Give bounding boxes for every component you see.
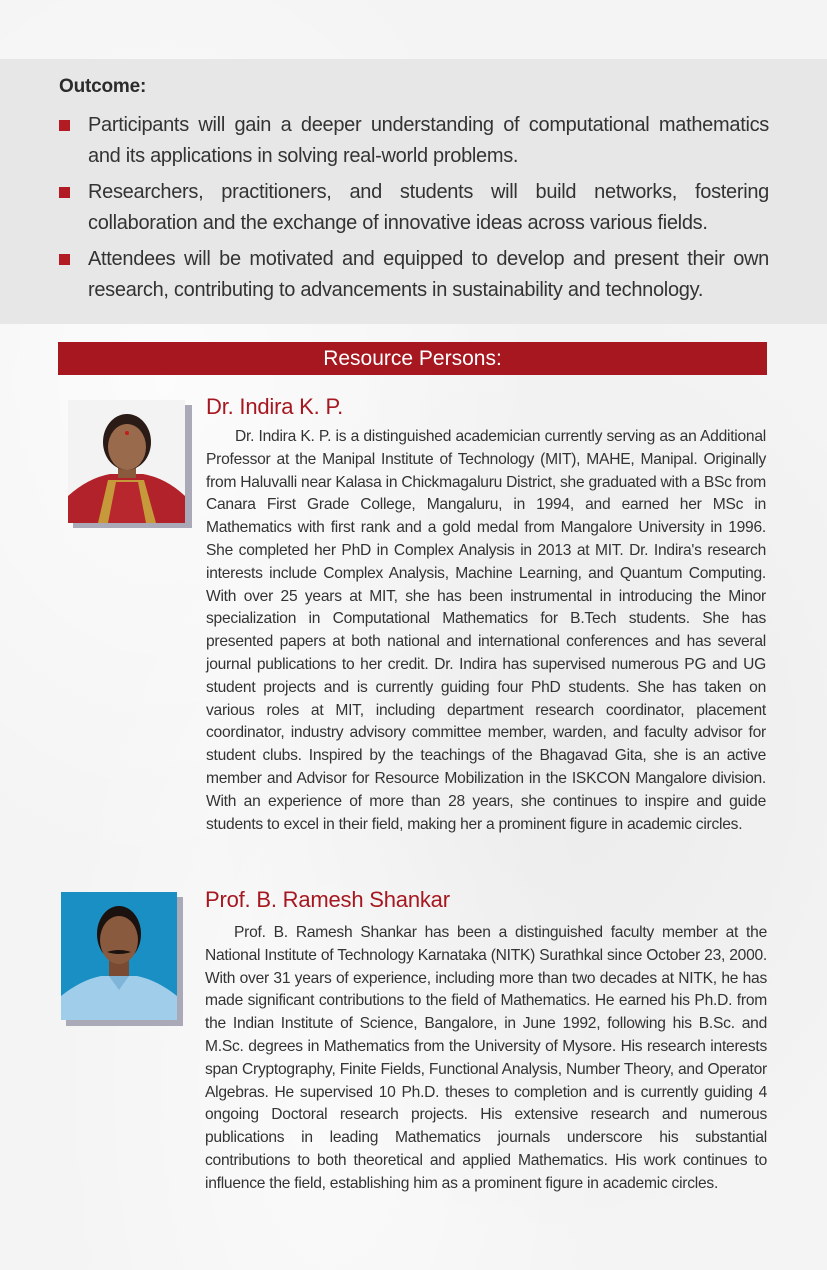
outcome-item [59, 244, 769, 306]
outcome-list [59, 110, 769, 311]
outcome-item-text: Attendees will be motivated and equipped to develop and present their own research, contributing to advancements in sustainability and technology. [88, 248, 769, 301]
person-photo-indira [68, 400, 192, 528]
avatar [68, 400, 185, 523]
outcome-item [59, 177, 769, 239]
person-name: Dr. Indira K. P. [206, 394, 344, 419]
square-bullet-icon [59, 120, 70, 131]
outcome-item-text: Researchers, practitioners, and students will build networks, fostering collaboration and the exchange of innovative ideas across various fields. [88, 181, 769, 234]
person-bio: Dr. Indira K. P. is a distinguished academician currently serving as an Additional Professor at the Manipal Institute of Technology (MIT), MAHE, Manipal. Originally from Haluvalli near Kalasa in Chickmagaluru District, she graduated with a BSc from Canara First Grade College, Mangaluru, in 1994, and earned her MSc in Mathematics with first rank and a gold medal from Mangalore University in 1996. She completed her PhD in Complex Analysis in 2013 at MIT. Dr. Indira's research interests include Complex Analysis, Machine Learning, and Quantum Computing. With over 25 years at MIT, she has been instrumental in introducing the Minor specialization in Computational Mathematics for B.Tech students. She has presented papers at both national and international conferences and has several journal publications to her credit. Dr. Indira has supervised numerous PG and UG student projects and is currently guiding four PhD students. She has taken on various roles at MIT, including department research coordinator, placement coordinator, industry advisory committee member, warden, and faculty advisor for student clubs. Inspired by the teachings of the Bhagavad Gita, she is an active member and Advisor for Resource Mobilization in the ISKCON Mangalore division. With an experience of more than 28 years, she continues to inspire and guide students to excel in their field, making her a prominent figure in academic circles. [206, 428, 766, 833]
outcome-title: Outcome: [59, 76, 147, 97]
resource-persons-header: Resource Persons: [58, 342, 767, 375]
outcome-item [59, 110, 769, 172]
square-bullet-icon [59, 187, 70, 198]
outcome-item-text: Participants will gain a deeper understanding of computational mathematics and its applications in solving real-world problems. [88, 114, 769, 167]
avatar [61, 892, 177, 1020]
square-bullet-icon [59, 254, 70, 265]
person-photo-ramesh [61, 892, 183, 1026]
person-bio: Prof. B. Ramesh Shankar has been a distinguished faculty member at the National Institute of Technology Karnataka (NITK) Surathkal since October 23, 2000. With over 31 years of experience, including more than two decades at NITK, he has made significant contributions to the field of Mathematics. He earned his Ph.D. from the Indian Institute of Science, Bangalore, in June 1992, following his B.Sc. and M.Sc. degrees in Mathematics from the University of Mysore. His research interests span Cryptography, Finite Fields, Functional Analysis, Number Theory, and Operator Algebras. He supervised 10 Ph.D. theses to completion and is currently guiding 4 ongoing Doctoral research projects. His extensive research and numerous publications in leading Mathematics journals underscore his substantial contributions to both theoretical and applied Mathematics. His work continues to influence the field, establishing him as a prominent figure in academic circles. [205, 924, 767, 1192]
person-name: Prof. B. Ramesh Shankar [205, 887, 450, 912]
